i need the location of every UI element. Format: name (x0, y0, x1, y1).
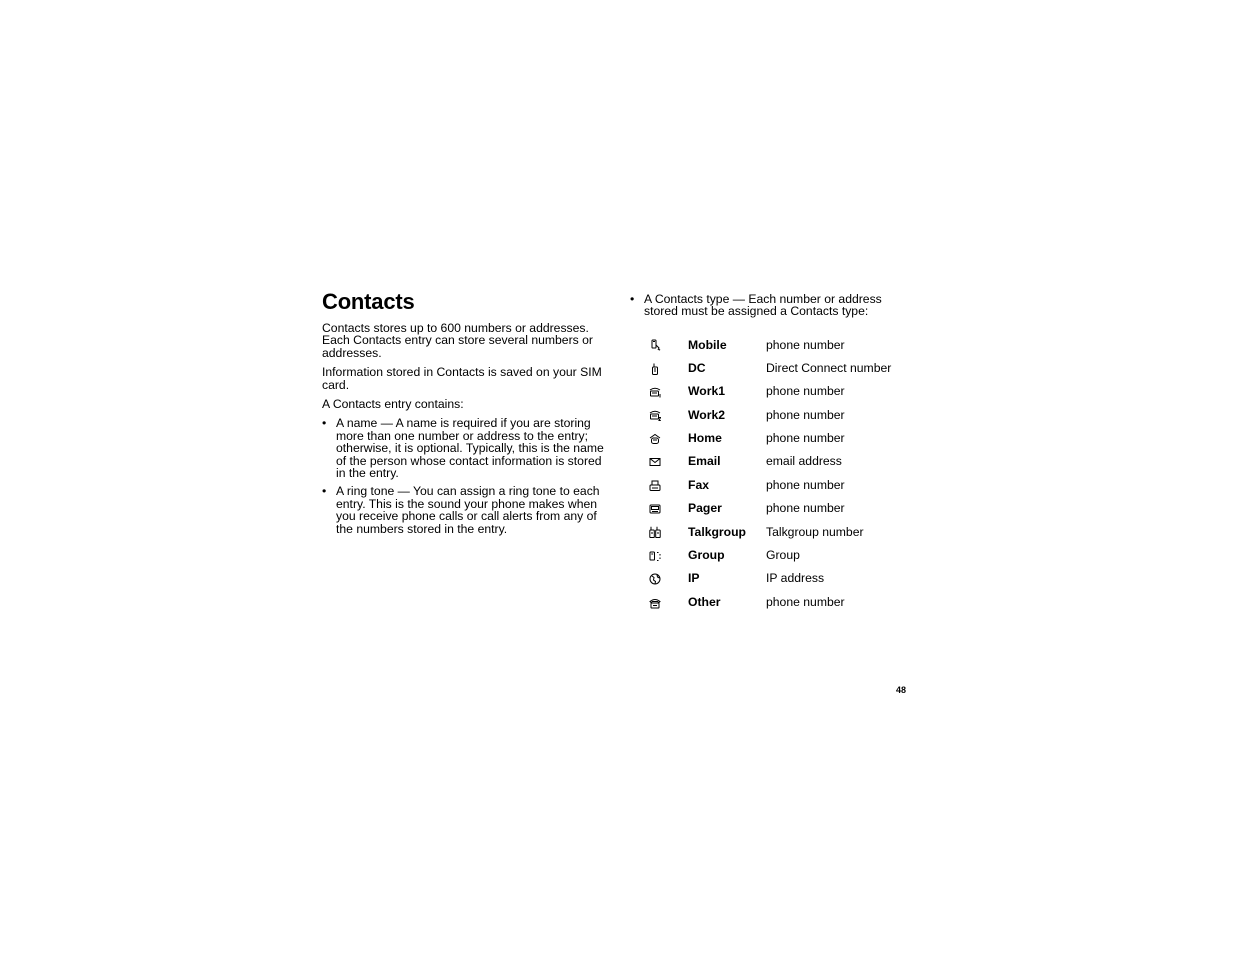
mobile-icon (649, 339, 661, 351)
table-row (649, 356, 891, 379)
contacts-type-list (630, 293, 910, 318)
table-row (649, 333, 891, 356)
table-row (649, 543, 891, 566)
type-name: Work2 (688, 407, 726, 422)
type-name: Fax (688, 477, 710, 492)
direct-connect-icon (649, 363, 661, 375)
list-item (322, 417, 607, 479)
list-item (630, 293, 910, 318)
pager-icon (649, 503, 661, 515)
type-name: Mobile (688, 337, 727, 352)
type-description: phone number (766, 384, 845, 399)
work1-icon (649, 386, 661, 398)
type-name: Pager (688, 501, 722, 516)
ringtone-bullet-text: A ring tone — You can assign a ring tone to each entry. This is the sound your phone makes when you receive phone calls or call alerts from any of the numbers stored in the entry. (336, 484, 600, 536)
table-row (649, 473, 891, 496)
left-column (322, 288, 607, 541)
type-description: email address (766, 454, 842, 469)
type-name: DC (688, 360, 706, 375)
type-name: Talkgroup (688, 524, 747, 539)
contacts-type-bullet-text: A Contacts type — Each number or address stored must be assigned a Contacts type: (644, 292, 882, 319)
type-description: phone number (766, 337, 845, 352)
type-description: Direct Connect number (766, 360, 892, 375)
type-name: Group (688, 548, 725, 563)
type-name: Work1 (688, 384, 726, 399)
intro-paragraph: Contacts stores up to 600 numbers or addresses. Each Contacts entry can store several numbers or addresses. (322, 321, 593, 360)
type-description: phone number (766, 594, 845, 609)
table-row (649, 497, 891, 520)
type-name: Home (688, 431, 722, 446)
talkgroup-icon (649, 526, 661, 538)
entry-contents-list (322, 417, 607, 535)
bullet-dot: • (630, 292, 635, 306)
table-row (649, 567, 891, 590)
home-icon (649, 433, 661, 445)
type-description: Talkgroup number (766, 524, 864, 539)
table-row (649, 426, 891, 449)
type-description: phone number (766, 477, 845, 492)
bullet-dot: • (322, 416, 327, 431)
ip-globe-icon (649, 573, 661, 585)
other-phone-icon (649, 597, 661, 609)
type-description: IP address (766, 571, 825, 586)
page-number: 48 (896, 685, 907, 695)
list-item (322, 485, 607, 535)
table-row (649, 450, 891, 473)
type-name: Other (688, 594, 721, 609)
right-column (630, 293, 910, 614)
type-description: Group (766, 548, 800, 563)
work2-icon (649, 409, 661, 421)
fax-icon (649, 480, 661, 492)
table-row (649, 520, 891, 543)
name-bullet-text: A name — A name is required if you are storing more than one number or address to the entry; otherwise, it is optional. Typically, this is the name of the person whose contact information is stored in the entry. (336, 416, 604, 481)
type-description: phone number (766, 407, 845, 422)
type-description: phone number (766, 431, 845, 446)
table-row (649, 403, 891, 426)
table-row (649, 590, 891, 613)
type-description: phone number (766, 501, 845, 516)
sim-paragraph: Information stored in Contacts is saved on your SIM card. (322, 365, 602, 392)
bullet-dot: • (322, 484, 327, 499)
email-icon (649, 456, 661, 468)
entry-contains-paragraph: A Contacts entry contains: (322, 397, 464, 412)
contacts-types-table (649, 333, 891, 614)
page-title: Contacts (322, 289, 415, 314)
group-icon (649, 550, 661, 562)
type-name: IP (688, 571, 700, 586)
type-name: Email (688, 454, 721, 469)
table-row (649, 380, 891, 403)
